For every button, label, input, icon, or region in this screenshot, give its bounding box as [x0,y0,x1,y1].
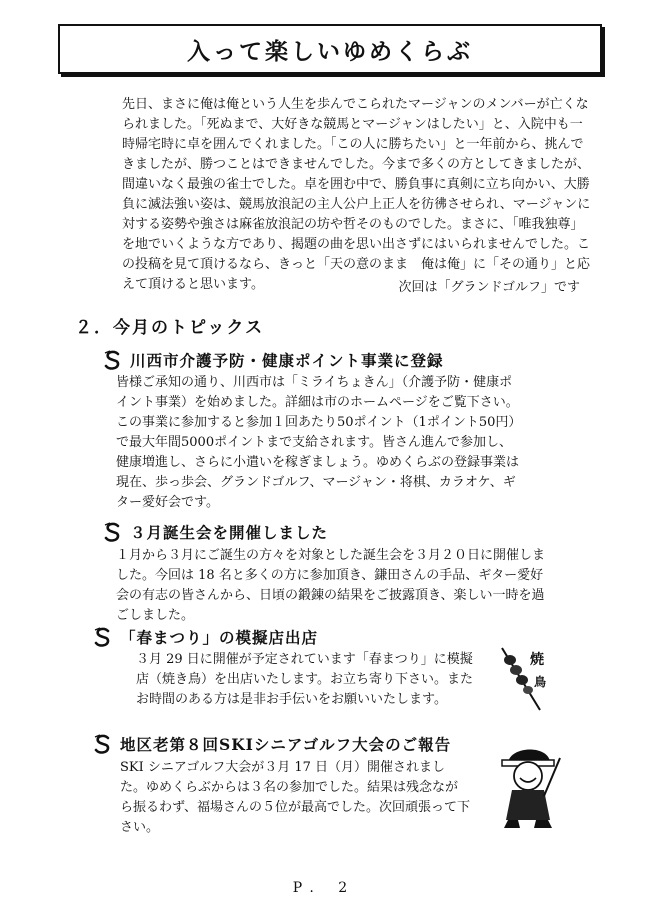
topic-heading-text-4: 地区老第８回SKIシニアゴルフ大会のご報告 [120,735,452,754]
title-banner [58,24,602,74]
s-bullet-icon [102,521,124,543]
topic-heading-2 [102,521,328,543]
svg-text:鳥: 鳥 [534,675,547,689]
svg-text:焼: 焼 [530,652,544,668]
page-title: 入って楽しいゆめくらぶ [187,37,473,65]
s-bullet-icon [102,349,124,371]
intro-paragraph: 先日、まさに俺は俺という人生を歩んでこられたマージャンのメンバーが亡くなられました。「死ぬまで、大好きな競馬とマージャンはしたい」と、入院中も一時帰宅時に卓を囲んでくれました。「この人に勝ちたい」と一年前から、挑んできましたが、勝つことはできませんでした。今まで多くの方としてきましたが、間違いなく最強の雀士でした。卓を囲む中で、勝負事に真剣に立ち向かい、大勝負に滅法強い姿は、競馬放浪記の主人公户上正人を彷彿させられ、マージャンに対する姿勢や強さは麻雀放浪記の坊や哲そのものでした。まさに、「唯我独尊」を地でいくような方であり、揭題の曲を思い出さずにはいられませんでした。この投稿を見て頂けるなら、きっと「天の意のまま 俺は俺」に「その通り」と応えて頂けると思います。 [122,97,591,292]
topic-body-2: １月から３月にご誕生の方々を対象とした誕生会を３月２０日に開催しました。今回は 18 名と多くの方に参加頂き、鎌田さんの手品、ギター愛好会の有志の皆さんから、日頃の鍛錬の結果をご披露頂き、楽しい一時を過ごしました。 [116,548,546,623]
topic-heading-text-1: 川西市介護予防・健康ポイント事業に登録 [130,351,444,370]
topic-heading-1 [102,349,444,371]
topic-heading-3 [92,626,318,648]
yakitori-illustration [494,640,556,712]
next-topic-note: 次回は「グランドゴルフ」です [398,280,580,295]
topic-heading-4 [92,733,451,755]
topic-heading-text-2: ３月誕生会を開催しました [130,523,329,542]
topic-heading-text-3: 「春まつり」の模擬店出店 [120,628,319,647]
topic-body-1: 皆様ご承知の通り、川西市は「ミライちょきん」（介護予防・健康ポイント事業）を始めました。詳細は市のホームページをご覧下さい。この事業に参加すると参加１回あたり50ポイント（1ポイント50円）で最大年間5000ポイントまで支給されます。皆さん進んで参加し、健康増進し、さらに小遣いを稼ぎましょう。ゆめくらぶの登録事業は現在、歩っ歩会、グランドゴルフ、マージャン・将棋、カラオケ、ギター愛好会です。 [116,375,520,510]
section-heading: ２．今月のトピックス [75,318,265,338]
s-bullet-icon [92,626,114,648]
topic-body-4: SKI シニアゴルフ大会が３月 17 日（月）開催されました。ゆめくらぶからは３名の参加でした。結果は残念ながら振るわず、福場さんの５位が最高でした。次回頑張って下さい。 [120,760,470,835]
golfer-illustration [494,738,570,830]
s-bullet-icon [92,733,114,755]
page-number: P. 2 [292,880,358,896]
topic-body-3: ３月 29 日に開催が予定されています「春まつり」に模擬店（焼き鳥）を出店いたします。お立ち寄り下さい。またお時間のある方は是非お手伝いをお願いいたします。 [136,652,473,707]
